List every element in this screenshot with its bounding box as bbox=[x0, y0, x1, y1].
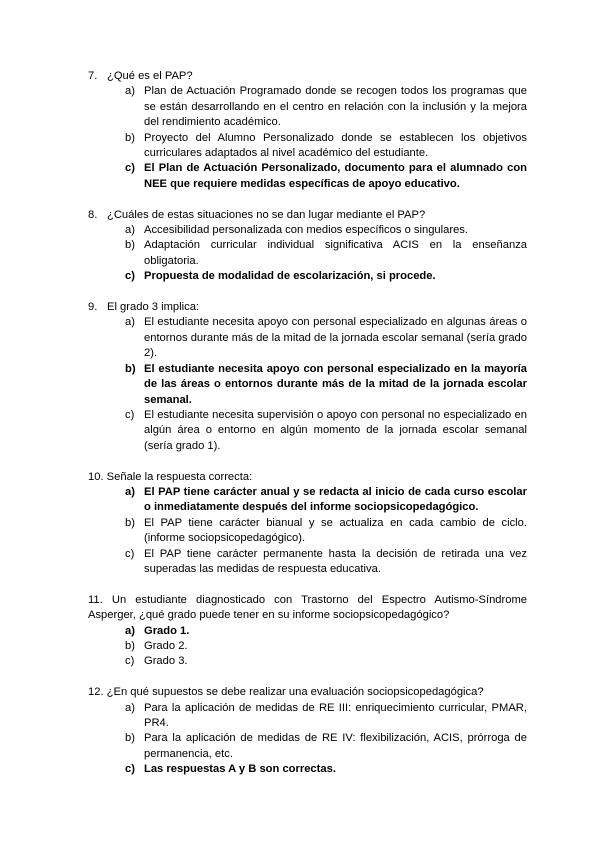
option-text: Grado 3. bbox=[144, 655, 188, 668]
question-10 bbox=[0, 470, 600, 578]
question-prompt: ¿En qué supuestos se debe realizar una evaluación sociopsicopedagógica? bbox=[106, 686, 484, 699]
option-text: El Plan de Actuación Personalizado, documento para el alumnado con NEE que requiere medidas específicas de apoyo educativo. bbox=[144, 162, 527, 190]
question-prompt: Un estudiante diagnosticado con Trastorno del Espectro Autismo-Síndrome Asperger, ¿qué grado puede tener en su informe sociopsicopedagógico? bbox=[88, 593, 528, 622]
option-letter: a) bbox=[125, 701, 135, 714]
question-prompt: ¿Qué es el PAP? bbox=[107, 70, 193, 82]
option-9-b bbox=[0, 362, 600, 408]
option-list bbox=[0, 223, 600, 285]
option-text: Las respuestas A y B son correctas. bbox=[144, 763, 336, 776]
option-7-a bbox=[0, 84, 600, 130]
question-text bbox=[0, 470, 600, 485]
option-11-b bbox=[0, 639, 600, 654]
question-number: 11. bbox=[88, 593, 103, 606]
question-text bbox=[0, 208, 600, 223]
option-text: Grado 2. bbox=[144, 639, 188, 652]
option-8-b bbox=[0, 238, 600, 269]
option-7-b bbox=[0, 131, 600, 162]
option-text: Plan de Actuación Programado donde se recogen todos los programas que se están desarrollando en el centro en relación con la inclusión y la mejora del rendimiento académico. bbox=[144, 85, 527, 129]
option-text: El PAP tiene carácter bianual y se actualiza en cada cambio de ciclo. (informe sociopsicopedagógico). bbox=[144, 516, 527, 545]
option-12-b bbox=[0, 731, 600, 762]
option-list bbox=[0, 485, 600, 577]
option-10-a bbox=[0, 485, 600, 516]
option-letter: b) bbox=[125, 516, 135, 529]
option-text: El estudiante necesita apoyo con personal especializado en algunas áreas o entornos durante más de la mitad de la jornada escolar semanal (sería grado 2). bbox=[144, 316, 527, 360]
option-text: Proyecto del Alumno Personalizado donde se establecen los objetivos curriculares adaptados al nivel académico del estudiante. bbox=[144, 131, 527, 160]
option-letter: c) bbox=[125, 162, 135, 175]
option-letter: b) bbox=[125, 131, 135, 144]
question-8 bbox=[0, 208, 600, 285]
question-11 bbox=[0, 593, 600, 670]
option-letter: b) bbox=[125, 639, 135, 652]
option-letter: a) bbox=[125, 485, 135, 498]
option-10-b bbox=[0, 516, 600, 547]
option-12-a bbox=[0, 701, 600, 732]
option-letter: c) bbox=[125, 655, 135, 668]
option-9-a bbox=[0, 315, 600, 361]
question-7 bbox=[0, 69, 600, 192]
option-letter: b) bbox=[125, 239, 135, 252]
question-text bbox=[0, 685, 600, 700]
option-letter: a) bbox=[125, 624, 135, 637]
option-12-c bbox=[0, 762, 600, 777]
option-text: El estudiante necesita apoyo con personal especializado en la mayoría de las áreas o entornos durante más de la mitad de la jornada escolar semanal. bbox=[144, 362, 527, 406]
option-text: Adaptación curricular individual significativa ACIS en la enseñanza obligatoria. bbox=[144, 239, 527, 267]
option-text: Grado 1. bbox=[144, 624, 190, 637]
option-letter: a) bbox=[125, 224, 135, 237]
option-list bbox=[0, 624, 600, 670]
option-text: El PAP tiene carácter anual y se redacta al inicio de cada curso escolar o inmediatamente después del informe sociopsicopedagógico. bbox=[144, 485, 527, 514]
option-letter: b) bbox=[125, 362, 136, 375]
question-text bbox=[0, 69, 600, 84]
option-text: Para la aplicación de medidas de RE III: enriquecimiento curricular, PMAR, PR4. bbox=[144, 701, 527, 729]
option-letter: c) bbox=[125, 270, 135, 283]
question-text bbox=[0, 593, 600, 624]
option-letter: b) bbox=[125, 732, 135, 745]
question-number: 7. bbox=[88, 70, 98, 82]
question-number: 12. bbox=[88, 686, 104, 699]
question-number: 8. bbox=[88, 208, 98, 221]
option-list bbox=[0, 701, 600, 778]
option-letter: a) bbox=[125, 85, 135, 98]
question-9 bbox=[0, 300, 600, 454]
option-text: Para la aplicación de medidas de RE IV: flexibilización, ACIS, prórroga de permanencia, etc. bbox=[144, 732, 527, 760]
option-8-a bbox=[0, 223, 600, 238]
question-text bbox=[0, 300, 600, 315]
option-10-c bbox=[0, 547, 600, 578]
option-text: Propuesta de modalidad de escolarización, si procede. bbox=[144, 270, 436, 283]
option-11-a bbox=[0, 624, 600, 639]
option-list bbox=[0, 315, 600, 454]
option-8-c bbox=[0, 269, 600, 284]
option-text: Accesibilidad personalizada con medios específicos o singulares. bbox=[144, 224, 468, 237]
option-11-c bbox=[0, 654, 600, 669]
option-text: El estudiante necesita supervisión o apoyo con personal no especializado en algún área o entorno en algún momento de la jornada escolar semanal (sería grado 1). bbox=[144, 408, 527, 452]
question-prompt: El grado 3 implica: bbox=[107, 301, 200, 314]
option-letter: c) bbox=[125, 763, 135, 776]
question-number: 9. bbox=[88, 301, 98, 314]
question-list bbox=[0, 69, 600, 793]
option-9-c bbox=[0, 408, 600, 454]
option-7-c bbox=[0, 161, 600, 192]
question-prompt: ¿Cuáles de estas situaciones no se dan lugar mediante el PAP? bbox=[107, 208, 426, 221]
question-prompt: Señale la respuesta correcta: bbox=[106, 470, 253, 483]
option-letter: c) bbox=[125, 547, 135, 560]
option-list bbox=[0, 84, 600, 192]
option-letter: a) bbox=[125, 316, 135, 329]
option-letter: c) bbox=[125, 408, 135, 421]
option-text: El PAP tiene carácter permanente hasta la decisión de retirada una vez superadas las medidas de respuesta educativa. bbox=[144, 547, 527, 575]
question-number: 10. bbox=[88, 470, 104, 483]
question-12 bbox=[0, 685, 600, 777]
